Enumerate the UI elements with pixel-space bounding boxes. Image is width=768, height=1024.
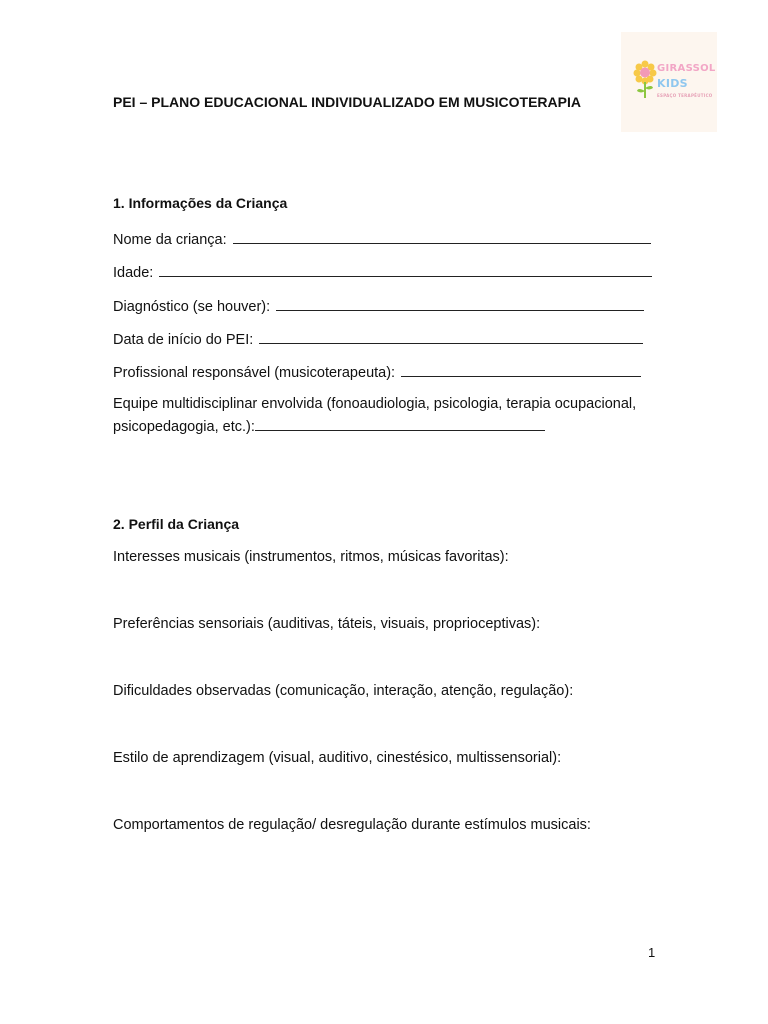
field-label: Equipe multidisciplinar envolvida (fonoaudiologia, psicologia, terapia ocupacional, psicopedagogia, etc.): (113, 396, 637, 435)
blank-line[interactable] (401, 361, 641, 377)
blank-line[interactable] (159, 261, 652, 277)
blank-line[interactable] (255, 415, 545, 431)
section-2-heading: 2. Perfil da Criança (113, 516, 240, 532)
page-number: 1 (648, 945, 656, 960)
blank-line[interactable] (276, 295, 644, 311)
field-team (113, 394, 673, 438)
field-label: Idade: (113, 265, 154, 281)
section-1-heading: 1. Informações da Criança (113, 195, 288, 211)
field-label: Data de início do PEI: (113, 332, 254, 348)
profile-difficulties: Dificuldades observadas (comunicação, interação, atenção, regulação): (113, 683, 574, 699)
field-diagnosis (113, 295, 644, 315)
logo (621, 32, 717, 132)
profile-learning-style: Estilo de aprendizagem (visual, auditivo, cinestésico, multissensorial): (113, 750, 562, 766)
sunflower-icon (633, 60, 657, 100)
logo-tagline: ESPAÇO TERAPÊUTICO (657, 93, 713, 98)
field-label: Nome da criança: (113, 232, 227, 248)
field-start-date (113, 328, 643, 348)
profile-interests: Interesses musicais (instrumentos, ritmos, músicas favoritas): (113, 549, 509, 565)
document-title: PEI – PLANO EDUCACIONAL INDIVIDUALIZADO EM MUSICOTERAPIA (113, 94, 581, 110)
blank-line[interactable] (233, 228, 651, 244)
field-age (113, 261, 652, 281)
field-label: Diagnóstico (se houver): (113, 299, 271, 315)
field-child-name (113, 228, 651, 248)
profile-sensory: Preferências sensoriais (auditivas, táteis, visuais, proprioceptivas): (113, 616, 541, 632)
field-label: Profissional responsável (musicoterapeuta): (113, 365, 396, 381)
logo-text-girassol: GIRASSOL (657, 63, 716, 74)
profile-regulation: Comportamentos de regulação/ desregulação durante estímulos musicais: (113, 817, 591, 833)
blank-line[interactable] (259, 328, 643, 344)
field-professional (113, 361, 641, 381)
logo-text-kids: KIDS (657, 77, 688, 90)
